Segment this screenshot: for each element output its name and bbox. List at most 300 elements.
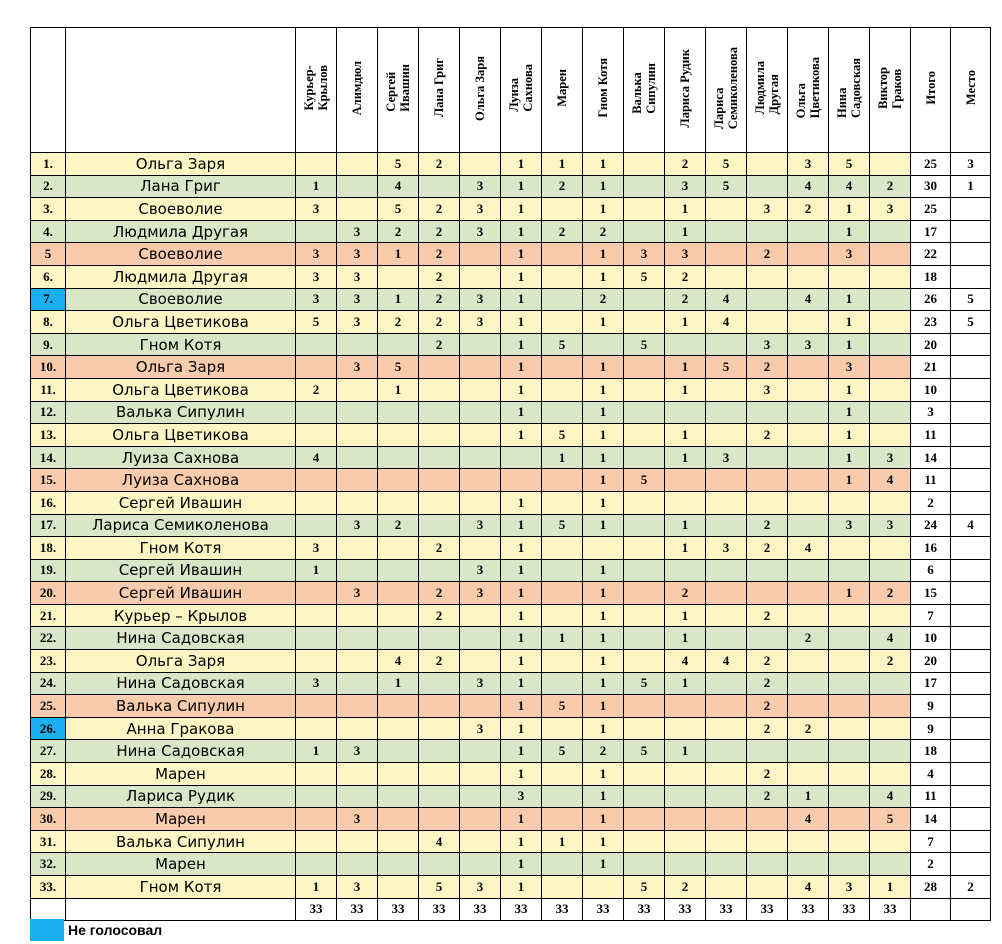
author-name: Луиза Сахнова <box>66 469 296 492</box>
column-header-label: Итого <box>923 71 938 105</box>
vote-cell: 1 <box>378 288 419 311</box>
vote-cell: 1 <box>501 265 542 288</box>
vote-cell: 3 <box>829 356 870 379</box>
vote-cell: 2 <box>747 537 788 560</box>
vote-cell <box>870 853 911 876</box>
author-name: Марен <box>66 853 296 876</box>
vote-cell <box>747 220 788 243</box>
vote-cell: 1 <box>501 220 542 243</box>
vote-cell <box>419 717 460 740</box>
vote-cell: 2 <box>665 265 706 288</box>
column-header-label: Виктор Граков <box>876 67 904 109</box>
vote-cell: 2 <box>419 198 460 221</box>
row-number: 15. <box>31 469 66 492</box>
vote-cell <box>460 830 501 853</box>
row-number: 17. <box>31 514 66 537</box>
author-name: Ольга Цветикова <box>66 424 296 447</box>
vote-cell: 3 <box>460 672 501 695</box>
author-name: Сергей Ивашин <box>66 559 296 582</box>
vote-cell: 5 <box>624 333 665 356</box>
total-cell: 24 <box>911 514 951 537</box>
total-cell: 28 <box>911 876 951 899</box>
vote-cell <box>788 559 829 582</box>
place-cell <box>951 559 991 582</box>
vote-cell <box>296 514 337 537</box>
vote-cell <box>419 514 460 537</box>
column-header <box>951 28 991 153</box>
vote-cell: 1 <box>583 311 624 334</box>
row-number: 9. <box>31 333 66 356</box>
vote-cell: 1 <box>501 356 542 379</box>
vote-cell <box>460 491 501 514</box>
vote-cell <box>706 469 747 492</box>
row-number: 28. <box>31 763 66 786</box>
column-header <box>378 28 419 153</box>
vote-cell: 1 <box>829 424 870 447</box>
column-header-label: Ольга Цветикова <box>794 57 822 119</box>
vote-cell <box>624 785 665 808</box>
total-cell: 9 <box>911 695 951 718</box>
vote-cell: 2 <box>665 582 706 605</box>
vote-cell <box>378 491 419 514</box>
vote-cell: 2 <box>419 537 460 560</box>
table-row <box>31 763 991 786</box>
vote-cell <box>706 876 747 899</box>
vote-cell: 1 <box>542 830 583 853</box>
vote-cell: 1 <box>501 491 542 514</box>
vote-cell <box>870 604 911 627</box>
vote-cell: 1 <box>501 333 542 356</box>
vote-cell <box>337 559 378 582</box>
total-cell: 26 <box>911 288 951 311</box>
vote-cell: 3 <box>829 876 870 899</box>
vote-cell: 2 <box>747 514 788 537</box>
author-name: Своеволие <box>66 288 296 311</box>
vote-cell: 3 <box>337 808 378 831</box>
vote-cell: 1 <box>378 378 419 401</box>
author-name: Нина Садовская <box>66 740 296 763</box>
vote-cell <box>296 785 337 808</box>
table-row <box>31 401 991 424</box>
vote-cell: 1 <box>378 243 419 266</box>
table-row <box>31 514 991 537</box>
vote-cell: 1 <box>501 695 542 718</box>
vote-cell <box>378 740 419 763</box>
vote-cell <box>460 785 501 808</box>
column-header-label: Нина Садовская <box>835 57 863 119</box>
vote-cell <box>665 333 706 356</box>
vote-cell: 1 <box>583 604 624 627</box>
vote-cell <box>337 175 378 198</box>
place-cell <box>951 785 991 808</box>
place-cell <box>951 808 991 831</box>
table-row <box>31 469 991 492</box>
column-header-label: Луиза Сахнова <box>507 64 535 112</box>
vote-cell <box>460 650 501 673</box>
column-header-label: Гном Котя <box>596 58 610 118</box>
row-number: 14. <box>31 446 66 469</box>
author-name: Ольга Цветикова <box>66 378 296 401</box>
vote-cell: 2 <box>378 220 419 243</box>
vote-cell <box>419 491 460 514</box>
legend <box>30 920 162 940</box>
place-cell <box>951 717 991 740</box>
vote-cell <box>419 763 460 786</box>
author-name: Лариса Семиколенова <box>66 514 296 537</box>
vote-cell: 3 <box>337 740 378 763</box>
vote-cell <box>706 559 747 582</box>
vote-cell: 1 <box>501 582 542 605</box>
vote-cell: 1 <box>501 717 542 740</box>
total-cell: 17 <box>911 220 951 243</box>
vote-cell: 4 <box>706 288 747 311</box>
total-cell: 18 <box>911 740 951 763</box>
vote-cell <box>378 582 419 605</box>
vote-cell <box>542 537 583 560</box>
vote-cell <box>542 491 583 514</box>
vote-cell: 3 <box>624 243 665 266</box>
vote-cell <box>378 808 419 831</box>
vote-cell: 1 <box>583 582 624 605</box>
row-number: 8. <box>31 311 66 334</box>
vote-cell: 3 <box>460 582 501 605</box>
vote-cell: 2 <box>747 717 788 740</box>
total-cell: 4 <box>911 763 951 786</box>
place-cell <box>951 695 991 718</box>
vote-cell <box>788 243 829 266</box>
vote-cell <box>706 627 747 650</box>
vote-cell: 1 <box>501 514 542 537</box>
table-row <box>31 424 991 447</box>
vote-cell: 2 <box>419 265 460 288</box>
table-row <box>31 740 991 763</box>
vote-cell <box>706 401 747 424</box>
vote-cell <box>624 695 665 718</box>
row-number: 25. <box>31 695 66 718</box>
author-name: Марен <box>66 763 296 786</box>
place-cell: 3 <box>951 153 991 176</box>
vote-cell: 3 <box>747 333 788 356</box>
vote-cell <box>378 333 419 356</box>
vote-cell: 1 <box>829 220 870 243</box>
vote-cell: 1 <box>829 582 870 605</box>
vote-cell: 2 <box>419 582 460 605</box>
vote-cell <box>296 582 337 605</box>
vote-cell <box>829 763 870 786</box>
vote-cell: 1 <box>665 424 706 447</box>
vote-cell: 1 <box>665 740 706 763</box>
header-row <box>31 28 991 153</box>
vote-cell: 5 <box>829 153 870 176</box>
vote-cell <box>419 740 460 763</box>
vote-cell <box>829 808 870 831</box>
vote-cell <box>624 853 665 876</box>
vote-cell <box>829 785 870 808</box>
vote-cell: 2 <box>583 740 624 763</box>
vote-cell: 2 <box>542 175 583 198</box>
place-cell <box>951 265 991 288</box>
vote-cell: 1 <box>829 311 870 334</box>
vote-cell <box>706 514 747 537</box>
column-header <box>706 28 747 153</box>
vote-cell: 1 <box>501 672 542 695</box>
vote-cell <box>337 604 378 627</box>
totals-blank <box>911 898 951 921</box>
total-cell: 21 <box>911 356 951 379</box>
vote-cell: 1 <box>829 446 870 469</box>
vote-cell <box>706 672 747 695</box>
author-name: Людмила Другая <box>66 265 296 288</box>
vote-cell <box>378 830 419 853</box>
vote-cell <box>829 627 870 650</box>
vote-cell <box>542 604 583 627</box>
row-number: 32. <box>31 853 66 876</box>
column-header-label: Алимдюл <box>350 60 364 116</box>
vote-cell <box>460 469 501 492</box>
vote-cell: 3 <box>747 198 788 221</box>
vote-cell: 4 <box>419 830 460 853</box>
vote-cell <box>337 830 378 853</box>
place-cell <box>951 378 991 401</box>
vote-cell <box>583 537 624 560</box>
vote-cell <box>747 808 788 831</box>
vote-cell <box>583 876 624 899</box>
vote-cell <box>665 853 706 876</box>
vote-cell <box>296 763 337 786</box>
vote-cell: 5 <box>378 356 419 379</box>
vote-cell <box>747 311 788 334</box>
vote-cell <box>460 853 501 876</box>
total-cell: 22 <box>911 243 951 266</box>
vote-cell <box>829 559 870 582</box>
vote-cell: 1 <box>583 378 624 401</box>
table-row <box>31 672 991 695</box>
total-cell: 2 <box>911 853 951 876</box>
vote-cell: 1 <box>583 650 624 673</box>
vote-cell: 3 <box>706 446 747 469</box>
column-header <box>542 28 583 153</box>
vote-cell: 5 <box>542 333 583 356</box>
table-row <box>31 808 991 831</box>
vote-cell: 5 <box>542 740 583 763</box>
vote-cell <box>788 265 829 288</box>
row-number: 20. <box>31 582 66 605</box>
table-row <box>31 153 991 176</box>
author-name: Валька Сипулин <box>66 401 296 424</box>
vote-cell: 2 <box>419 243 460 266</box>
vote-cell: 1 <box>583 830 624 853</box>
vote-cell: 4 <box>870 469 911 492</box>
vote-cell: 2 <box>870 582 911 605</box>
vote-cell <box>706 424 747 447</box>
vote-cell: 3 <box>460 717 501 740</box>
vote-cell <box>870 672 911 695</box>
vote-cell: 2 <box>665 876 706 899</box>
vote-cell <box>747 469 788 492</box>
vote-cell: 5 <box>378 153 419 176</box>
vote-cell: 1 <box>583 627 624 650</box>
vote-cell <box>870 220 911 243</box>
number-header <box>31 28 66 153</box>
table-row <box>31 853 991 876</box>
place-cell: 5 <box>951 311 991 334</box>
vote-cell <box>296 469 337 492</box>
column-total-cell: 33 <box>337 898 378 921</box>
vote-cell: 2 <box>378 514 419 537</box>
table-row <box>31 876 991 899</box>
vote-cell: 2 <box>747 785 788 808</box>
vote-cell: 1 <box>665 672 706 695</box>
author-name: Сергей Ивашин <box>66 491 296 514</box>
author-name: Ольга Заря <box>66 650 296 673</box>
vote-cell <box>624 378 665 401</box>
vote-cell <box>542 469 583 492</box>
vote-cell: 1 <box>583 717 624 740</box>
row-number: 31. <box>31 830 66 853</box>
vote-cell <box>665 763 706 786</box>
vote-cell: 1 <box>501 763 542 786</box>
vote-cell <box>665 559 706 582</box>
vote-cell: 1 <box>583 243 624 266</box>
author-name: Валька Сипулин <box>66 830 296 853</box>
vote-cell <box>624 424 665 447</box>
total-cell: 14 <box>911 808 951 831</box>
vote-cell <box>870 378 911 401</box>
vote-cell <box>542 378 583 401</box>
row-number: 18. <box>31 537 66 560</box>
vote-cell <box>460 763 501 786</box>
vote-cell <box>460 537 501 560</box>
vote-cell <box>870 288 911 311</box>
place-cell <box>951 424 991 447</box>
vote-cell <box>870 537 911 560</box>
vote-cell <box>542 853 583 876</box>
vote-cell <box>870 830 911 853</box>
vote-cell <box>706 265 747 288</box>
author-name: Нина Садовская <box>66 627 296 650</box>
vote-cell <box>788 604 829 627</box>
place-cell: 2 <box>951 876 991 899</box>
vote-cell: 3 <box>460 876 501 899</box>
table-row <box>31 537 991 560</box>
vote-cell: 5 <box>624 740 665 763</box>
author-name: Ольга Цветикова <box>66 311 296 334</box>
total-cell: 11 <box>911 469 951 492</box>
total-cell: 14 <box>911 446 951 469</box>
table-row <box>31 356 991 379</box>
vote-cell: 4 <box>788 288 829 311</box>
vote-cell <box>419 401 460 424</box>
vote-cell <box>870 265 911 288</box>
place-cell <box>951 469 991 492</box>
vote-cell <box>747 401 788 424</box>
total-cell: 11 <box>911 424 951 447</box>
vote-cell <box>337 763 378 786</box>
vote-cell: 1 <box>501 424 542 447</box>
vote-cell <box>542 243 583 266</box>
vote-cell <box>788 853 829 876</box>
vote-cell <box>870 356 911 379</box>
column-header <box>501 28 542 153</box>
vote-cell <box>419 378 460 401</box>
vote-cell: 1 <box>583 175 624 198</box>
vote-cell: 1 <box>583 514 624 537</box>
table-row <box>31 582 991 605</box>
total-cell: 6 <box>911 559 951 582</box>
vote-cell: 3 <box>296 198 337 221</box>
column-header-label: Людмила Другая <box>753 61 781 115</box>
vote-cell <box>337 853 378 876</box>
place-cell <box>951 446 991 469</box>
vote-cell <box>296 853 337 876</box>
column-total-cell: 33 <box>665 898 706 921</box>
row-number: 3. <box>31 198 66 221</box>
vote-cell <box>337 785 378 808</box>
vote-cell: 3 <box>460 175 501 198</box>
vote-cell: 4 <box>788 175 829 198</box>
vote-cell: 3 <box>747 378 788 401</box>
vote-cell: 1 <box>870 876 911 899</box>
column-header <box>829 28 870 153</box>
vote-cell <box>501 469 542 492</box>
vote-cell <box>337 333 378 356</box>
vote-cell <box>501 446 542 469</box>
vote-cell: 2 <box>542 220 583 243</box>
vote-cell: 2 <box>419 333 460 356</box>
vote-cell <box>378 785 419 808</box>
vote-cell <box>542 265 583 288</box>
row-number: 22. <box>31 627 66 650</box>
column-header <box>788 28 829 153</box>
vote-cell <box>706 830 747 853</box>
vote-cell: 2 <box>747 243 788 266</box>
vote-cell <box>460 153 501 176</box>
vote-cell <box>706 717 747 740</box>
legend-label: Не голосовал <box>68 922 163 938</box>
vote-cell <box>624 175 665 198</box>
vote-cell: 3 <box>337 288 378 311</box>
vote-cell: 1 <box>501 153 542 176</box>
vote-cell <box>296 717 337 740</box>
vote-cell <box>706 220 747 243</box>
vote-cell <box>337 491 378 514</box>
vote-cell: 3 <box>337 876 378 899</box>
vote-cell <box>542 311 583 334</box>
vote-cell <box>419 695 460 718</box>
vote-cell <box>665 491 706 514</box>
vote-cell: 2 <box>665 288 706 311</box>
vote-cell: 1 <box>665 356 706 379</box>
vote-cell <box>829 717 870 740</box>
total-cell: 20 <box>911 333 951 356</box>
vote-cell <box>542 763 583 786</box>
voting-results-table <box>30 27 991 921</box>
vote-cell <box>747 288 788 311</box>
vote-cell <box>870 333 911 356</box>
vote-cell <box>706 853 747 876</box>
vote-cell <box>378 424 419 447</box>
place-cell: 1 <box>951 175 991 198</box>
vote-cell: 3 <box>337 265 378 288</box>
vote-cell <box>829 265 870 288</box>
table-row <box>31 198 991 221</box>
row-number: 23. <box>31 650 66 673</box>
column-header <box>747 28 788 153</box>
table-row <box>31 830 991 853</box>
column-total-cell: 33 <box>624 898 665 921</box>
vote-cell: 5 <box>542 695 583 718</box>
vote-cell: 1 <box>665 220 706 243</box>
